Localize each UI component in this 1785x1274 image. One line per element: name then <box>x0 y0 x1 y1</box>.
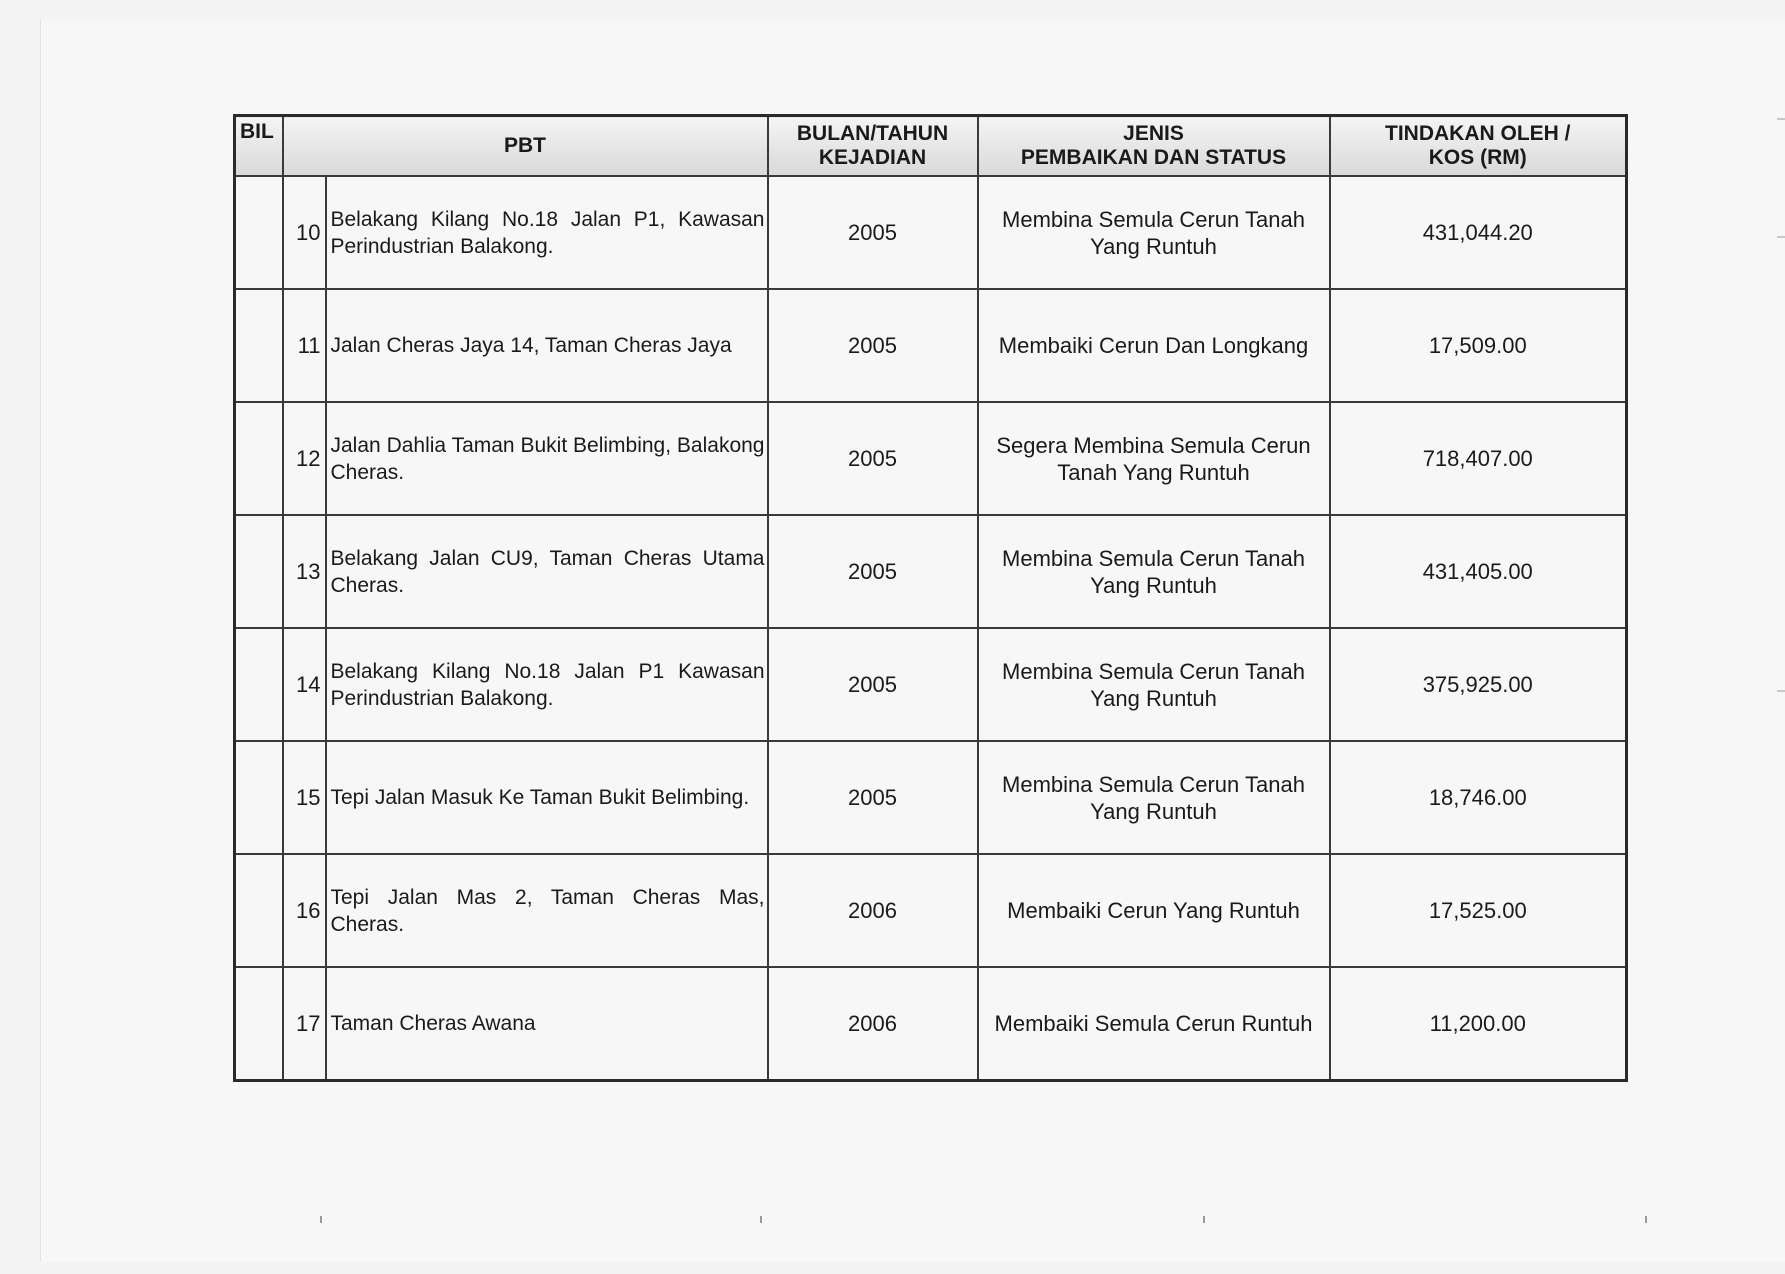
row-number: 10 <box>283 176 326 289</box>
header-jenis <box>978 116 1330 177</box>
bil-cell <box>235 967 283 1081</box>
header-tindakan-line2: KOS (RM) <box>1428 146 1527 169</box>
repair-type: Membaiki Cerun Yang Runtuh <box>978 854 1330 967</box>
incident-year: 2005 <box>768 628 978 741</box>
pbt-location: Belakang Jalan CU9, Taman Cheras Utama Cheras. <box>326 515 768 628</box>
row-number: 16 <box>283 854 326 967</box>
header-tindakan <box>1330 116 1627 177</box>
table-row <box>235 741 1627 854</box>
repair-cost: 17,509.00 <box>1330 289 1627 402</box>
header-bulan-tahun <box>768 116 978 177</box>
table-header-row <box>235 116 1627 177</box>
row-number: 15 <box>283 741 326 854</box>
repair-type: Membina Semula Cerun Tanah Yang Runtuh <box>978 628 1330 741</box>
repair-type: Membina Semula Cerun Tanah Yang Runtuh <box>978 176 1330 289</box>
pbt-location: Belakang Kilang No.18 Jalan P1 Kawasan Perindustrian Balakong. <box>326 628 768 741</box>
incident-year: 2005 <box>768 176 978 289</box>
repair-type: Segera Membina Semula Cerun Tanah Yang Runtuh <box>978 402 1330 515</box>
header-bulan-line2: KEJADIAN <box>818 146 927 169</box>
incident-year: 2006 <box>768 854 978 967</box>
repair-type: Membina Semula Cerun Tanah Yang Runtuh <box>978 741 1330 854</box>
pbt-location: Jalan Dahlia Taman Bukit Belimbing, Balakong Cheras. <box>326 402 768 515</box>
table-row <box>235 515 1627 628</box>
incident-year: 2005 <box>768 289 978 402</box>
row-number: 11 <box>283 289 326 402</box>
pbt-location: Tepi Jalan Mas 2, Taman Cheras Mas, Cheras. <box>326 854 768 967</box>
scan-artifact-tick <box>320 1216 322 1223</box>
repair-cost: 718,407.00 <box>1330 402 1627 515</box>
table-row <box>235 967 1627 1081</box>
table-row <box>235 628 1627 741</box>
row-number: 14 <box>283 628 326 741</box>
repair-cost: 431,044.20 <box>1330 176 1627 289</box>
table-row <box>235 289 1627 402</box>
repair-cost: 11,200.00 <box>1330 967 1627 1081</box>
slope-repair-table-container <box>233 114 1625 1082</box>
incident-year: 2006 <box>768 967 978 1081</box>
row-number: 13 <box>283 515 326 628</box>
repair-type: Membina Semula Cerun Tanah Yang Runtuh <box>978 515 1330 628</box>
scan-edge-mark <box>1777 236 1785 238</box>
slope-repair-table <box>233 114 1628 1082</box>
bil-cell <box>235 628 283 741</box>
header-bulan-line1: BULAN/TAHUN <box>796 122 949 145</box>
repair-cost: 18,746.00 <box>1330 741 1627 854</box>
header-pbt: PBT <box>283 116 768 177</box>
repair-type: Membaiki Semula Cerun Runtuh <box>978 967 1330 1081</box>
incident-year: 2005 <box>768 515 978 628</box>
incident-year: 2005 <box>768 741 978 854</box>
scan-artifact-tick <box>1645 1216 1647 1223</box>
table-row <box>235 176 1627 289</box>
row-number: 17 <box>283 967 326 1081</box>
bil-cell <box>235 402 283 515</box>
header-bil: BIL <box>235 116 283 177</box>
pbt-location: Taman Cheras Awana <box>326 967 768 1081</box>
bil-cell <box>235 854 283 967</box>
header-jenis-line2: PEMBAIKAN DAN STATUS <box>1020 146 1287 169</box>
bil-cell <box>235 515 283 628</box>
repair-type: Membaiki Cerun Dan Longkang <box>978 289 1330 402</box>
header-tindakan-line1: TINDAKAN OLEH / <box>1385 122 1571 145</box>
header-jenis-line1: JENIS <box>1123 122 1184 145</box>
scan-edge-mark <box>1777 690 1785 692</box>
bil-cell <box>235 176 283 289</box>
pbt-location: Tepi Jalan Masuk Ke Taman Bukit Belimbing. <box>326 741 768 854</box>
bil-cell <box>235 289 283 402</box>
table-row <box>235 854 1627 967</box>
repair-cost: 375,925.00 <box>1330 628 1627 741</box>
repair-cost: 431,405.00 <box>1330 515 1627 628</box>
table-row <box>235 402 1627 515</box>
scan-artifact-tick <box>760 1216 762 1223</box>
incident-year: 2005 <box>768 402 978 515</box>
pbt-location: Jalan Cheras Jaya 14, Taman Cheras Jaya <box>326 289 768 402</box>
scan-artifact-tick <box>1203 1216 1205 1223</box>
row-number: 12 <box>283 402 326 515</box>
scan-edge-mark <box>1777 118 1785 120</box>
repair-cost: 17,525.00 <box>1330 854 1627 967</box>
pbt-location: Belakang Kilang No.18 Jalan P1, Kawasan Perindustrian Balakong. <box>326 176 768 289</box>
bil-cell <box>235 741 283 854</box>
